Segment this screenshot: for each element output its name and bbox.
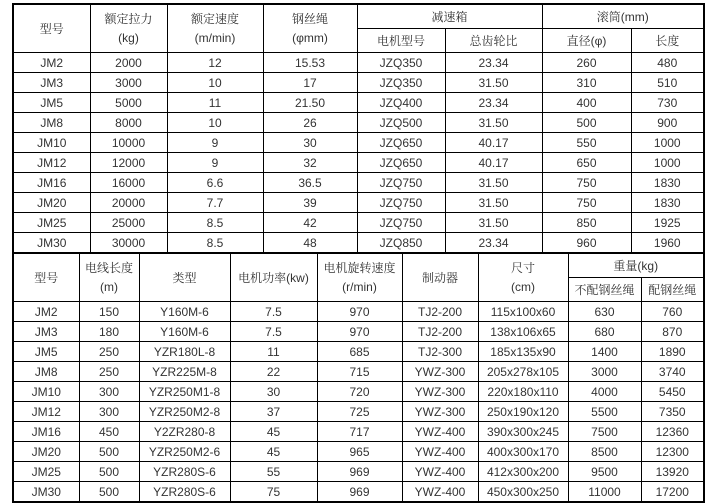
table-cell: 717: [317, 422, 402, 442]
table-cell: 17: [263, 73, 357, 93]
table-cell: 500: [79, 482, 139, 503]
col-header-dimensions: [478, 253, 568, 302]
table-cell: 969: [317, 482, 402, 503]
table-cell: 185x135x90: [478, 342, 568, 362]
table-cell: YZR280S-6: [139, 462, 230, 482]
table-cell: 960: [542, 233, 631, 254]
table-cell: 21.50: [263, 93, 357, 113]
table-cell: 23.34: [445, 93, 542, 113]
header-line: 尺寸: [510, 260, 535, 275]
table-cell: JM5: [13, 93, 90, 113]
table-cell: 1000: [631, 153, 704, 173]
table-cell: 12300: [641, 442, 704, 462]
table-cell: 10: [167, 113, 263, 133]
table-cell: 970: [317, 322, 402, 342]
table-cell: 8000: [90, 113, 167, 133]
table-row: [13, 113, 704, 133]
table-cell: 1830: [631, 173, 704, 193]
table-cell: 115x100x60: [478, 302, 568, 322]
table-cell: JZQ750: [357, 173, 445, 193]
table-cell: YZR250M2-6: [139, 442, 230, 462]
col-header-drum-length: 长度: [631, 29, 704, 53]
table-row: [13, 133, 704, 153]
table-cell: 510: [631, 73, 704, 93]
header-line: 电线长度: [84, 260, 133, 275]
table-cell: 3000: [568, 362, 641, 382]
table-cell: 390x300x245: [478, 422, 568, 442]
header-unit: (kg): [118, 30, 139, 45]
table-cell: JZQ400: [357, 93, 445, 113]
table-cell: 12000: [90, 153, 167, 173]
table-cell: JM10: [13, 382, 79, 402]
table-cell: 7500: [568, 422, 641, 442]
col-header-motor-type: 类型: [139, 253, 230, 302]
table-row: [13, 462, 704, 482]
table-cell: JM16: [13, 422, 79, 442]
table-cell: 11000: [568, 482, 641, 503]
table-cell: 1925: [631, 213, 704, 233]
table-cell: JM5: [13, 342, 79, 362]
table-cell: 45: [230, 422, 317, 442]
table-cell: 7.5: [230, 302, 317, 322]
col-header-motor-power: 电机功率(kw): [230, 253, 317, 302]
winch-specification-sheet: [12, 3, 703, 503]
col-header-wire-rope: [263, 4, 357, 53]
table-cell: 400x300x170: [478, 442, 568, 462]
table-cell: 10: [167, 73, 263, 93]
table-cell: 138x106x65: [478, 322, 568, 342]
header-line: 额定速度: [190, 11, 239, 26]
table-cell: 3740: [641, 362, 704, 382]
table-cell: 300: [79, 382, 139, 402]
table-cell: 31.50: [445, 213, 542, 233]
table-cell: 75: [230, 482, 317, 503]
table-cell: 630: [568, 302, 641, 322]
table-row: [13, 362, 704, 382]
table-cell: 40.17: [445, 133, 542, 153]
table-cell: 9500: [568, 462, 641, 482]
header-unit: (m): [100, 279, 118, 294]
table-cell: TJ2-200: [402, 302, 478, 322]
header-unit: (φmm): [292, 30, 328, 45]
table-cell: JM30: [13, 233, 90, 254]
table-row: [13, 342, 704, 362]
table-cell: 412x300x200: [478, 462, 568, 482]
table-cell: 900: [631, 113, 704, 133]
table-cell: JZQ850: [357, 233, 445, 254]
table-cell: 400: [542, 93, 631, 113]
table-row: [13, 422, 704, 442]
table-cell: TJ2-200: [402, 322, 478, 342]
table-row: [13, 302, 704, 322]
winch-motor-brake-table: [12, 252, 705, 503]
table-cell: 22: [230, 362, 317, 382]
table-cell: 40.17: [445, 153, 542, 173]
table-cell: 42: [263, 213, 357, 233]
table-cell: JM8: [13, 113, 90, 133]
table-cell: 1960: [631, 233, 704, 254]
table-cell: 650: [542, 153, 631, 173]
table-cell: 550: [542, 133, 631, 153]
table-cell: 36.5: [263, 173, 357, 193]
table-cell: YZR225M-8: [139, 362, 230, 382]
table-cell: JM10: [13, 133, 90, 153]
table-cell: JM25: [13, 213, 90, 233]
table-cell: JM2: [13, 53, 90, 73]
table-cell: YWZ-300: [402, 362, 478, 382]
col-header-rated-speed: [167, 4, 263, 53]
table-cell: 750: [542, 173, 631, 193]
table-cell: 5450: [641, 382, 704, 402]
table-cell: JZQ750: [357, 213, 445, 233]
table-cell: 850: [542, 213, 631, 233]
table-cell: 500: [542, 113, 631, 133]
table-cell: 32: [263, 153, 357, 173]
table-cell: 725: [317, 402, 402, 422]
table-cell: 4000: [568, 382, 641, 402]
table-cell: YZR180L-8: [139, 342, 230, 362]
table-cell: YWZ-400: [402, 442, 478, 462]
table-cell: 150: [79, 302, 139, 322]
table-cell: 7.5: [230, 322, 317, 342]
table-cell: 730: [631, 93, 704, 113]
col-header-rotation-speed: [317, 253, 402, 302]
table-cell: 23.34: [445, 53, 542, 73]
table-cell: 30: [263, 133, 357, 153]
table-cell: 37: [230, 402, 317, 422]
header-unit: (m/min): [194, 30, 236, 45]
table-cell: 7350: [641, 402, 704, 422]
header-unit: (r/min): [342, 279, 377, 294]
table-cell: 20000: [90, 193, 167, 213]
col-header-drum-diameter: 直径(φ): [542, 29, 631, 53]
table-cell: 450: [79, 422, 139, 442]
table-cell: TJ2-300: [402, 342, 478, 362]
table-cell: 965: [317, 442, 402, 462]
table1-header: [13, 4, 704, 53]
table-cell: JZQ350: [357, 53, 445, 73]
table-cell: 13920: [641, 462, 704, 482]
table-cell: JM3: [13, 322, 79, 342]
col-header-gearbox-group: 减速箱: [357, 4, 542, 29]
winch-drum-gearbox-table: [12, 3, 705, 254]
table-cell: 8500: [568, 442, 641, 462]
table2-header: [13, 253, 704, 302]
col-header-drum-group: 滚筒(mm): [542, 4, 704, 29]
col-header-weight-without-rope: 不配钢丝绳: [568, 278, 641, 302]
table-row: [13, 173, 704, 193]
table-cell: JZQ650: [357, 133, 445, 153]
table-cell: YWZ-400: [402, 462, 478, 482]
table-cell: 760: [641, 302, 704, 322]
col-header-gear-ratio: 总齿轮比: [445, 29, 542, 53]
table-cell: 480: [631, 53, 704, 73]
table-cell: JZQ650: [357, 153, 445, 173]
table-cell: Y160M-6: [139, 322, 230, 342]
table-cell: 970: [317, 302, 402, 322]
table-row: [13, 482, 704, 503]
col-header-rated-pull: [90, 4, 167, 53]
table-cell: 10000: [90, 133, 167, 153]
table-cell: 2000: [90, 53, 167, 73]
table-cell: 450x300x250: [478, 482, 568, 503]
table-cell: 500: [79, 442, 139, 462]
table-cell: JM3: [13, 73, 90, 93]
table-cell: JM2: [13, 302, 79, 322]
table-cell: 6.6: [167, 173, 263, 193]
table-row: [13, 442, 704, 462]
table-cell: 7.7: [167, 193, 263, 213]
table-cell: 870: [641, 322, 704, 342]
table-cell: 300: [79, 402, 139, 422]
table-cell: 250x190x120: [478, 402, 568, 422]
table-cell: 3000: [90, 73, 167, 93]
table-cell: Y160M-6: [139, 302, 230, 322]
table-cell: JM12: [13, 153, 90, 173]
table-cell: 500: [79, 462, 139, 482]
col-header-weight-group: 重量(kg): [568, 253, 704, 278]
table-cell: 1890: [641, 342, 704, 362]
table-cell: 23.34: [445, 233, 542, 254]
table-cell: 969: [317, 462, 402, 482]
col-header-weight-with-rope: 配钢丝绳: [641, 278, 704, 302]
table-cell: 11: [167, 93, 263, 113]
table-cell: 685: [317, 342, 402, 362]
table-cell: 17200: [641, 482, 704, 503]
table-row: [13, 213, 704, 233]
table-row: [13, 73, 704, 93]
table-cell: 1830: [631, 193, 704, 213]
table-cell: 26: [263, 113, 357, 133]
table-row: [13, 53, 704, 73]
table-cell: 25000: [90, 213, 167, 233]
table-cell: 1000: [631, 133, 704, 153]
col-header-brake: 制动器: [402, 253, 478, 302]
table-cell: JM12: [13, 402, 79, 422]
table-cell: 31.50: [445, 193, 542, 213]
header-unit: (cm): [511, 279, 535, 294]
table-cell: 48: [263, 233, 357, 254]
table-cell: YWZ-300: [402, 402, 478, 422]
table-cell: 31.50: [445, 173, 542, 193]
table-cell: 30000: [90, 233, 167, 254]
table-cell: 12: [167, 53, 263, 73]
table-cell: Y2ZR280-8: [139, 422, 230, 442]
table-cell: JM30: [13, 482, 79, 503]
table-cell: 715: [317, 362, 402, 382]
table-cell: YZR250M1-8: [139, 382, 230, 402]
table-row: [13, 193, 704, 213]
table-cell: 260: [542, 53, 631, 73]
table-cell: 310: [542, 73, 631, 93]
table-cell: 9: [167, 153, 263, 173]
col-header-model: 型号: [13, 4, 90, 53]
header-line: 额定拉力: [104, 11, 153, 26]
table-cell: YWZ-300: [402, 382, 478, 402]
table-cell: JM25: [13, 462, 79, 482]
header-line: 钢丝绳: [291, 11, 328, 26]
table-cell: 8.5: [167, 213, 263, 233]
table2-body: [13, 302, 704, 503]
table-cell: 205x278x105: [478, 362, 568, 382]
table-cell: 250: [79, 362, 139, 382]
table-cell: JM20: [13, 442, 79, 462]
table-cell: 11: [230, 342, 317, 362]
table-cell: JM16: [13, 173, 90, 193]
table-row: [13, 402, 704, 422]
table-row: [13, 153, 704, 173]
table-cell: 180: [79, 322, 139, 342]
header-line: 电机旋转速度: [323, 260, 396, 275]
table-cell: JZQ500: [357, 113, 445, 133]
table-row: [13, 233, 704, 254]
table-cell: YWZ-400: [402, 482, 478, 503]
table-cell: JM20: [13, 193, 90, 213]
table-cell: 750: [542, 193, 631, 213]
table-cell: 12360: [641, 422, 704, 442]
col-header-model: 型号: [13, 253, 79, 302]
table-cell: 680: [568, 322, 641, 342]
table-row: [13, 93, 704, 113]
table-cell: 30: [230, 382, 317, 402]
table-row: [13, 382, 704, 402]
table-cell: 31.50: [445, 113, 542, 133]
table-cell: JM8: [13, 362, 79, 382]
table-cell: JZQ750: [357, 193, 445, 213]
table-cell: 5000: [90, 93, 167, 113]
table-cell: 45: [230, 442, 317, 462]
table-cell: JZQ350: [357, 73, 445, 93]
table-cell: YZR250M2-8: [139, 402, 230, 422]
table1-body: [13, 53, 704, 254]
table-cell: 9: [167, 133, 263, 153]
table-cell: 8.5: [167, 233, 263, 254]
table-cell: YWZ-400: [402, 422, 478, 442]
table-cell: 220x180x110: [478, 382, 568, 402]
table-cell: 250: [79, 342, 139, 362]
col-header-motor-model: 电机型号: [357, 29, 445, 53]
col-header-wire-length: [79, 253, 139, 302]
table-cell: 31.50: [445, 73, 542, 93]
table-cell: 39: [263, 193, 357, 213]
table-cell: 55: [230, 462, 317, 482]
table-cell: 1400: [568, 342, 641, 362]
table-cell: 16000: [90, 173, 167, 193]
table-row: [13, 322, 704, 342]
table-cell: 15.53: [263, 53, 357, 73]
table-cell: 720: [317, 382, 402, 402]
table-cell: 5500: [568, 402, 641, 422]
table-cell: YZR280S-6: [139, 482, 230, 503]
